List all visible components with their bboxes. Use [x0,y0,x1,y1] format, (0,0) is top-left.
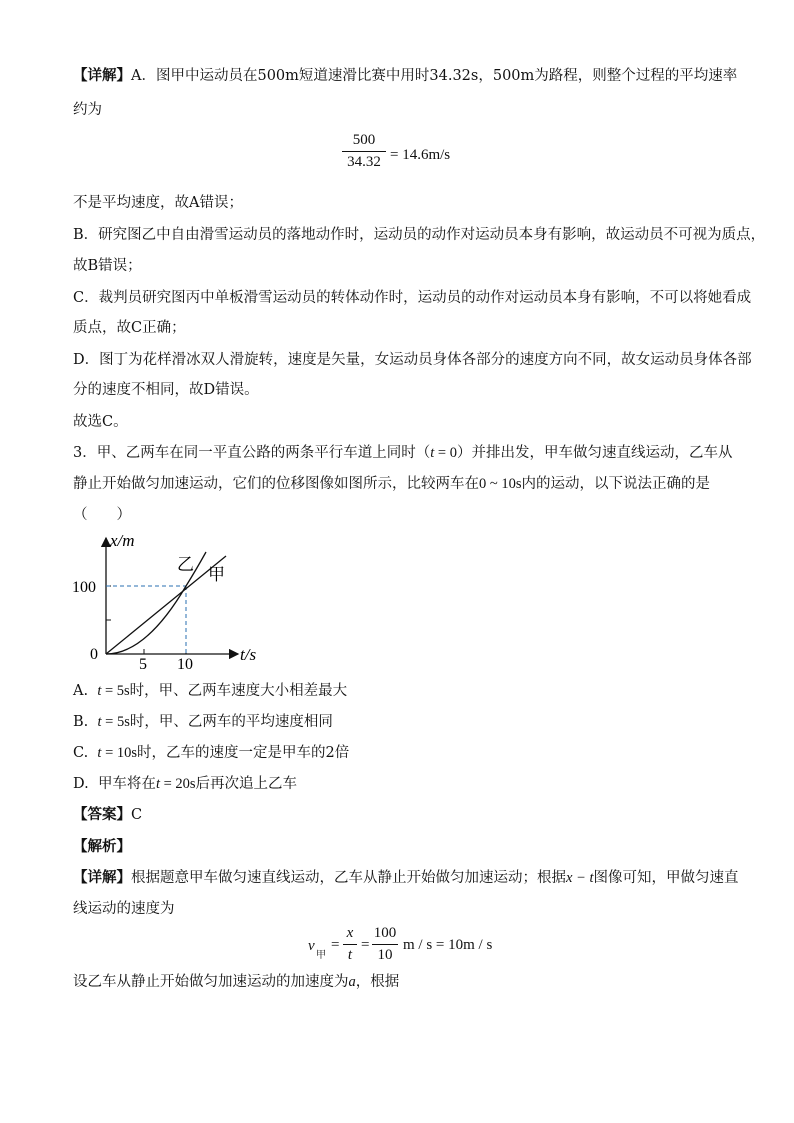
detail-line-2: 约为 [73,102,102,118]
option-d: D. 甲车将在t = 20s后再次追上乙车 [73,776,298,792]
option-b: B. t = 5s时，甲、乙两车的平均速度相同 [73,714,333,730]
analysis-detail-3: 设乙车从静止开始做匀加速运动的加速度为a，根据 [73,974,400,990]
option-c: C. t = 10s时，乙车的速度一定是甲车的2倍 [73,745,350,761]
option-a: A. t = 5s时，甲、乙两车速度大小相差最大 [73,683,348,699]
origin-label: 0 [90,646,98,663]
detail-line-4: B．研究图乙中自由滑雪运动员的落地动作时，运动员的动作对运动员本身有影响，故运动员不可视为质点， [73,227,766,243]
speed-fraction: 500 34.32 [342,131,386,172]
detail-line-7: 质点，故C正确； [73,320,186,336]
y-tick-100: 100 [72,579,96,596]
answer-value: C [131,807,143,823]
question-stem-1: 3．甲、乙两车在同一平直公路的两条平行车道上同时（t = 0）并排出发，甲车做匀速直线运动，乙车从 [73,445,733,461]
analysis-label: 【解析】 [73,838,131,855]
detail-line-9: 分的速度不相同，故D错误。 [73,382,259,398]
detail-line-3: 不是平均速度，故A错误； [73,195,243,211]
detail-line-8: D．图丁为花样滑冰双人滑旋转，速度是矢量，女运动员身体各部分的速度方向不同，故女运动员身体各部 [73,352,752,368]
question-stem-3: （ ） [73,507,131,523]
analysis-detail-2: 线运动的速度为 [73,901,175,917]
speed-result: = 14.6m/s [390,147,451,163]
x-axis-label: t/s [240,645,257,664]
x-tick-5: 5 [139,656,147,673]
detail-line-6: C．裁判员研究图丙中单板滑雪运动员的转体动作时，运动员的动作对运动员本身有影响，不可以将她看成 [73,290,752,306]
detail-line-5: 故B错误； [73,258,142,274]
detail-label: 【详解】 [73,67,131,84]
position-time-graph [70,528,270,673]
y-axis-label: x/m [110,531,135,550]
answer-line: 【答案】C [73,806,143,823]
question-stem-2: 静止开始做匀加速运动，它们的位移图像如图所示，比较两车在0 ~ 10s内的运动，以下说法正确的是 [73,476,710,492]
x-tick-10: 10 [177,656,193,673]
label-yi: 乙 [177,555,194,574]
label-jia: 甲 [208,565,225,584]
detail-line-10: 故选C。 [73,414,128,430]
analysis-detail-1: 【详解】根据题意甲车做匀速直线运动，乙车从静止开始做匀加速运动；根据x − t图像可知，甲做匀速直 [73,869,739,886]
detail-paragraph-a: 【详解】A．图甲中运动员在500m短道速滑比赛中用时34.32s，500m为路程，则整个过程的平均速率 [73,67,738,84]
